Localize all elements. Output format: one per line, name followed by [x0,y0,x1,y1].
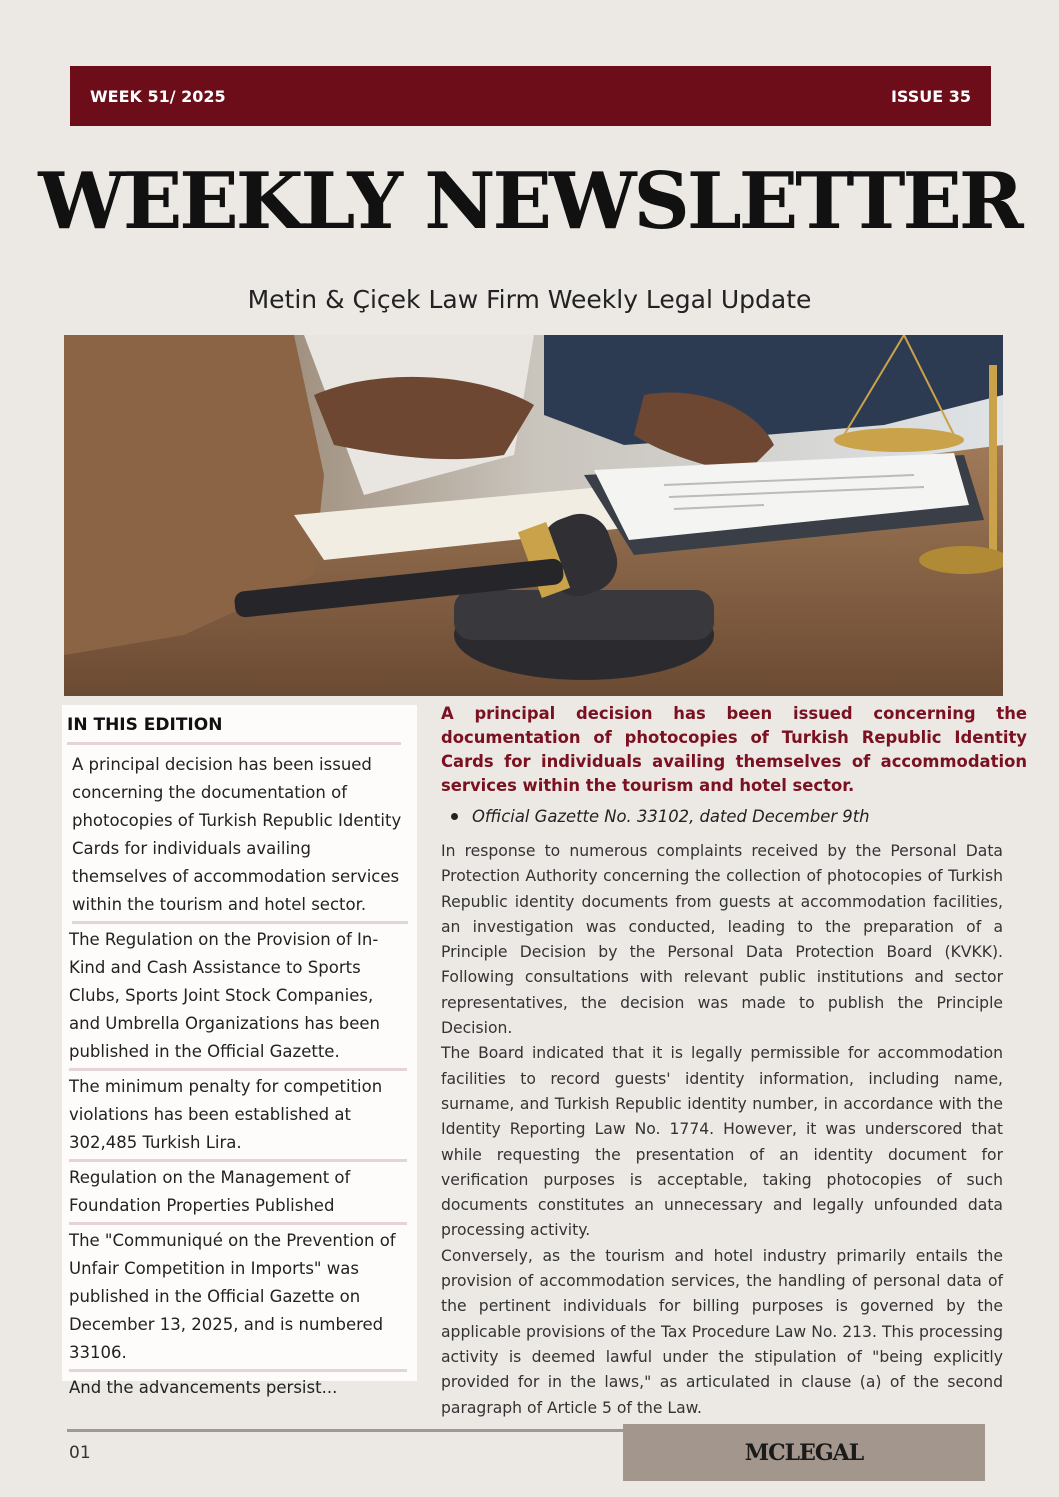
article-headline: A principal decision has been issued concerning the documentation of photocopies of Turkish Republic Identity Cards for individuals availing themselves of accommodation services within the tourism and hotel sector. [441,704,1027,795]
gazette-reference-text: Official Gazette No. 33102, dated December 9th [472,807,870,826]
article-body [441,839,1003,1421]
edition-item[interactable]: Regulation on the Management of Foundation Properties Published [69,1162,407,1225]
legal-consultation-photo-icon [64,335,1003,696]
newsletter-subtitle: Metin & Çiçek Law Firm Weekly Legal Update [247,285,812,314]
footer-divider [67,1429,623,1432]
edition-item[interactable]: The Regulation on the Provision of In-Kind and Cash Assistance to Sports Clubs, Sports Joint Stock Companies, and Umbrella Organizations has been published in the Official Gazette. [69,924,407,1071]
header-bar [70,66,991,126]
page-number: 01 [69,1443,91,1463]
article [441,702,1027,1421]
article-paragraph: Conversely, as the tourism and hotel industry primarily entails the provision of accommodation services, the handling of personal data of the pertinent individuals for billing purposes is governed by the applicable provisions of the Tax Procedure Law No. 213. This processing activity is deemed lawful under the stipulation of "being explicitly provided for in the laws," as articulated in clause (a) of the second paragraph of Article 5 of the Law. [441,1246,1003,1417]
brand-logo [623,1424,985,1481]
edition-item: And the advancements persist... [69,1378,338,1397]
edition-item[interactable]: The minimum penalty for competition violations has been established at 302,485 Turkish Lira. [69,1071,407,1162]
article-paragraph: In response to numerous complaints received by the Personal Data Protection Authority concerning the collection of photocopies of Turkish Republic identity documents from guests at accommodation facilities, an investigation was conducted, leading to the preparation of a Principle Decision by the Personal Data Protection Board (KVKK). Following consultations with relevant public institutions and sector representatives, the decision was made to publish the Principle Decision. [441,842,1003,1038]
hero-image [64,335,1003,696]
edition-sidebar [62,705,417,1397]
brand-name: MCLEGAL [744,1439,864,1466]
bullet-icon [451,813,458,820]
edition-heading: IN THIS EDITION [67,715,401,745]
edition-item[interactable]: The "Communiqué on the Prevention of Unfair Competition in Imports" was published in the Official Gazette on December 13, 2025, and is numbered 33106. [69,1225,407,1372]
newsletter-title: WEEKLY NEWSLETTER [38,156,1021,247]
gazette-reference [451,807,1027,826]
week-label: WEEK 51/ 2025 [90,86,226,106]
article-paragraph: The Board indicated that it is legally permissible for accommodation facilities to record guests' identity information, including name, surname, and Turkish Republic identity number, in accordance with the Identity Reporting Law No. 1774. However, it was underscored that while requesting the presentation of an identity document for verification purposes is acceptable, taking photocopies of such documents constitutes an unnecessary and legally unfounded data processing activity. [441,1044,1003,1240]
edition-item[interactable]: A principal decision has been issued concerning the documentation of photocopies of Turkish Republic Identity Cards for individuals availing themselves of accommodation services within the tourism and hotel sector. [72,745,408,924]
issue-label: ISSUE 35 [890,86,971,106]
